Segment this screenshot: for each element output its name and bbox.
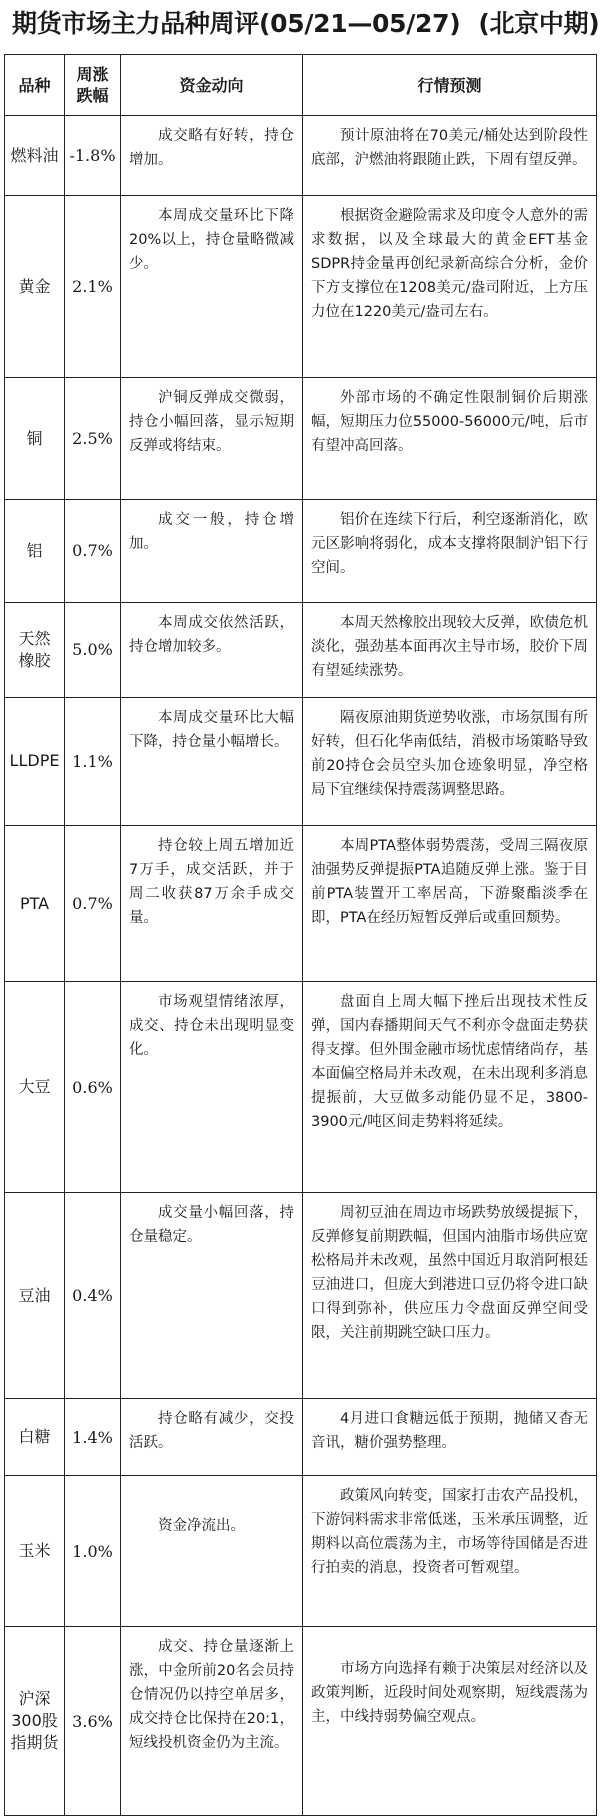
flow-cell: 持仓较上周五增加近7万手，成交活跃，并于周二收获87万余手成交量。: [121, 826, 303, 982]
header-variety: 品种: [5, 55, 65, 116]
variety-line: 天然: [18, 628, 51, 648]
variety-line: 沪深: [18, 1689, 51, 1709]
flow-cell: 成交、持仓量逐渐上涨，中金所前20名会员持仓情况仍以持空单居多，成交持仓比保持在20:1，短线投机资金仍为主流。: [121, 1627, 303, 1816]
flow-cell: 成交略有好转，持仓增加。: [121, 116, 303, 196]
table-row: [5, 377, 597, 499]
forecast-cell: 周初豆油在周边市场跌势放缓提振下，反弹修复前期跌幅，但国内油脂市场供应宽松格局并未改观，虽然中国近月取消阿根廷豆油进口，但庞大到港进口豆仍将令进口缺口得到弥补，供应压力令盘面反弹空间受限，关注前期跳空缺口压力。: [303, 1193, 597, 1399]
change-cell: 0.4%: [65, 1193, 121, 1399]
title-text: 期货市场主力品种周评(05/21—05/27): [12, 9, 461, 38]
change-cell: 2.5%: [65, 377, 121, 499]
flow-cell: 本周成交量环比下降20%以上，持仓量略微减少。: [121, 196, 303, 377]
change-cell: 1.4%: [65, 1399, 121, 1476]
forecast-cell: 盘面自上周大幅下挫后出现技术性反弹，国内春播期间天气不利亦令盘面走势获得支撑。但外围金融市场忧虑情绪尚存，基本面偏空格局并未改观，在未出现利多消息提振前，大豆做多动能仍显不足，3800-3900元/吨区间走势料将延续。: [303, 982, 597, 1193]
forecast-cell: 4月进口食糖远低于预期，抛储又杳无音讯，糖价强势整理。: [303, 1399, 597, 1476]
variety-cell: 豆油: [5, 1193, 65, 1399]
variety-line: 橡胶: [18, 650, 51, 670]
table-row: [5, 1193, 597, 1399]
table-row: [5, 1476, 597, 1627]
weekly-review-table: [4, 54, 597, 1816]
table-row: [5, 826, 597, 982]
forecast-cell: 预计原油将在70美元/桶处达到阶段性底部，沪燃油将跟随止跌，下周有望反弹。: [303, 116, 597, 196]
flow-cell: 本周成交依然活跃，持仓增加较多。: [121, 602, 303, 697]
variety-cell: [5, 1627, 65, 1816]
table-row: [5, 500, 597, 602]
table-row: [5, 602, 597, 697]
variety-cell: 铜: [5, 377, 65, 499]
header-flow: 资金动向: [121, 55, 303, 116]
variety-cell: 燃料油: [5, 116, 65, 196]
change-cell: 0.6%: [65, 982, 121, 1193]
change-cell: 0.7%: [65, 500, 121, 602]
table-row: [5, 1627, 597, 1816]
header-row: [5, 55, 597, 116]
change-cell: 1.0%: [65, 1476, 121, 1627]
flow-cell: 成交一般，持仓增加。: [121, 500, 303, 602]
variety-cell: 铝: [5, 500, 65, 602]
variety-cell: 黄金: [5, 196, 65, 377]
table-row: [5, 1399, 597, 1476]
change-cell: 5.0%: [65, 602, 121, 697]
variety-cell: 白糖: [5, 1399, 65, 1476]
change-cell: 0.7%: [65, 826, 121, 982]
header-change: [65, 55, 121, 116]
forecast-cell: 根据资金避险需求及印度令人意外的需求数据，以及全球最大的黄金EFT基金SDPR持金量再创纪录新高综合分析，金价下方支撑位在1208美元/盎司附近，上方压力位在1220美元/盎司左右。: [303, 196, 597, 377]
forecast-cell: 隔夜原油期货逆势收涨，市场氛围有所好转，但石化华南低结，消极市场策略导致前20持仓会员空头加仓迹象明显，净空格局下宜继续保持震荡调整思路。: [303, 697, 597, 826]
variety-cell: PTA: [5, 826, 65, 982]
change-cell: -1.8%: [65, 116, 121, 196]
variety-line: 300股: [11, 1711, 58, 1731]
header-change-line2: 跌幅: [76, 86, 109, 106]
flow-cell: 资金净流出。: [121, 1476, 303, 1627]
forecast-cell: 铝价在连续下行后，利空逐渐消化，欧元区影响将弱化，成本支撑将限制沪铝下行空间。: [303, 500, 597, 602]
forecast-cell: 市场方向选择有赖于决策层对经济以及政策判断，近段时间处观察期，短线震荡为主，中线持弱势偏空观点。: [303, 1627, 597, 1816]
flow-cell: 持仓略有减少，交投活跃。: [121, 1399, 303, 1476]
forecast-cell: 外部市场的不确定性限制铜价后期涨幅，短期压力位55000-56000元/吨，后市有望冲高回落。: [303, 377, 597, 499]
variety-cell: LLDPE: [5, 697, 65, 826]
table-row: [5, 697, 597, 826]
variety-cell: 玉米: [5, 1476, 65, 1627]
flow-cell: 成交量小幅回落，持仓量稳定。: [121, 1193, 303, 1399]
variety-cell: [5, 602, 65, 697]
table-row: [5, 116, 597, 196]
variety-cell: 大豆: [5, 982, 65, 1193]
page-title: [0, 0, 600, 54]
change-cell: 3.6%: [65, 1627, 121, 1816]
forecast-cell: 本周PTA整体弱势震荡，受周三隔夜原油强势反弹提振PTA追随反弹上涨。鉴于目前PTA装置开工率居高，下游聚酯淡季在即，PTA在经历短暂反弹后或重回颓势。: [303, 826, 597, 982]
flow-cell: 市场观望情绪浓厚，成交、持仓未出现明显变化。: [121, 982, 303, 1193]
flow-cell: 沪铜反弹成交微弱，持仓小幅回落，显示短期反弹或将结束。: [121, 377, 303, 499]
forecast-cell: 政策风向转变，国家打击农产品投机，下游饲料需求非常低迷，玉米承压调整，近期料以高位震荡为主，市场等待国储是否进行拍卖的消息，投资者可暂观望。: [303, 1476, 597, 1627]
header-change-line1: 周涨: [76, 65, 109, 85]
change-cell: 2.1%: [65, 196, 121, 377]
header-forecast: 行情预测: [303, 55, 597, 116]
table-row: [5, 196, 597, 377]
forecast-cell: 本周天然橡胶出现较大反弹，欧债危机淡化，强劲基本面再次主导市场，胶价下周有望延续涨势。: [303, 602, 597, 697]
variety-line: 指期货: [10, 1733, 59, 1753]
source-label: (北京中期): [478, 9, 600, 38]
table-row: [5, 982, 597, 1193]
flow-cell: 本周成交量环比大幅下降，持仓量小幅增长。: [121, 697, 303, 826]
change-cell: 1.1%: [65, 697, 121, 826]
